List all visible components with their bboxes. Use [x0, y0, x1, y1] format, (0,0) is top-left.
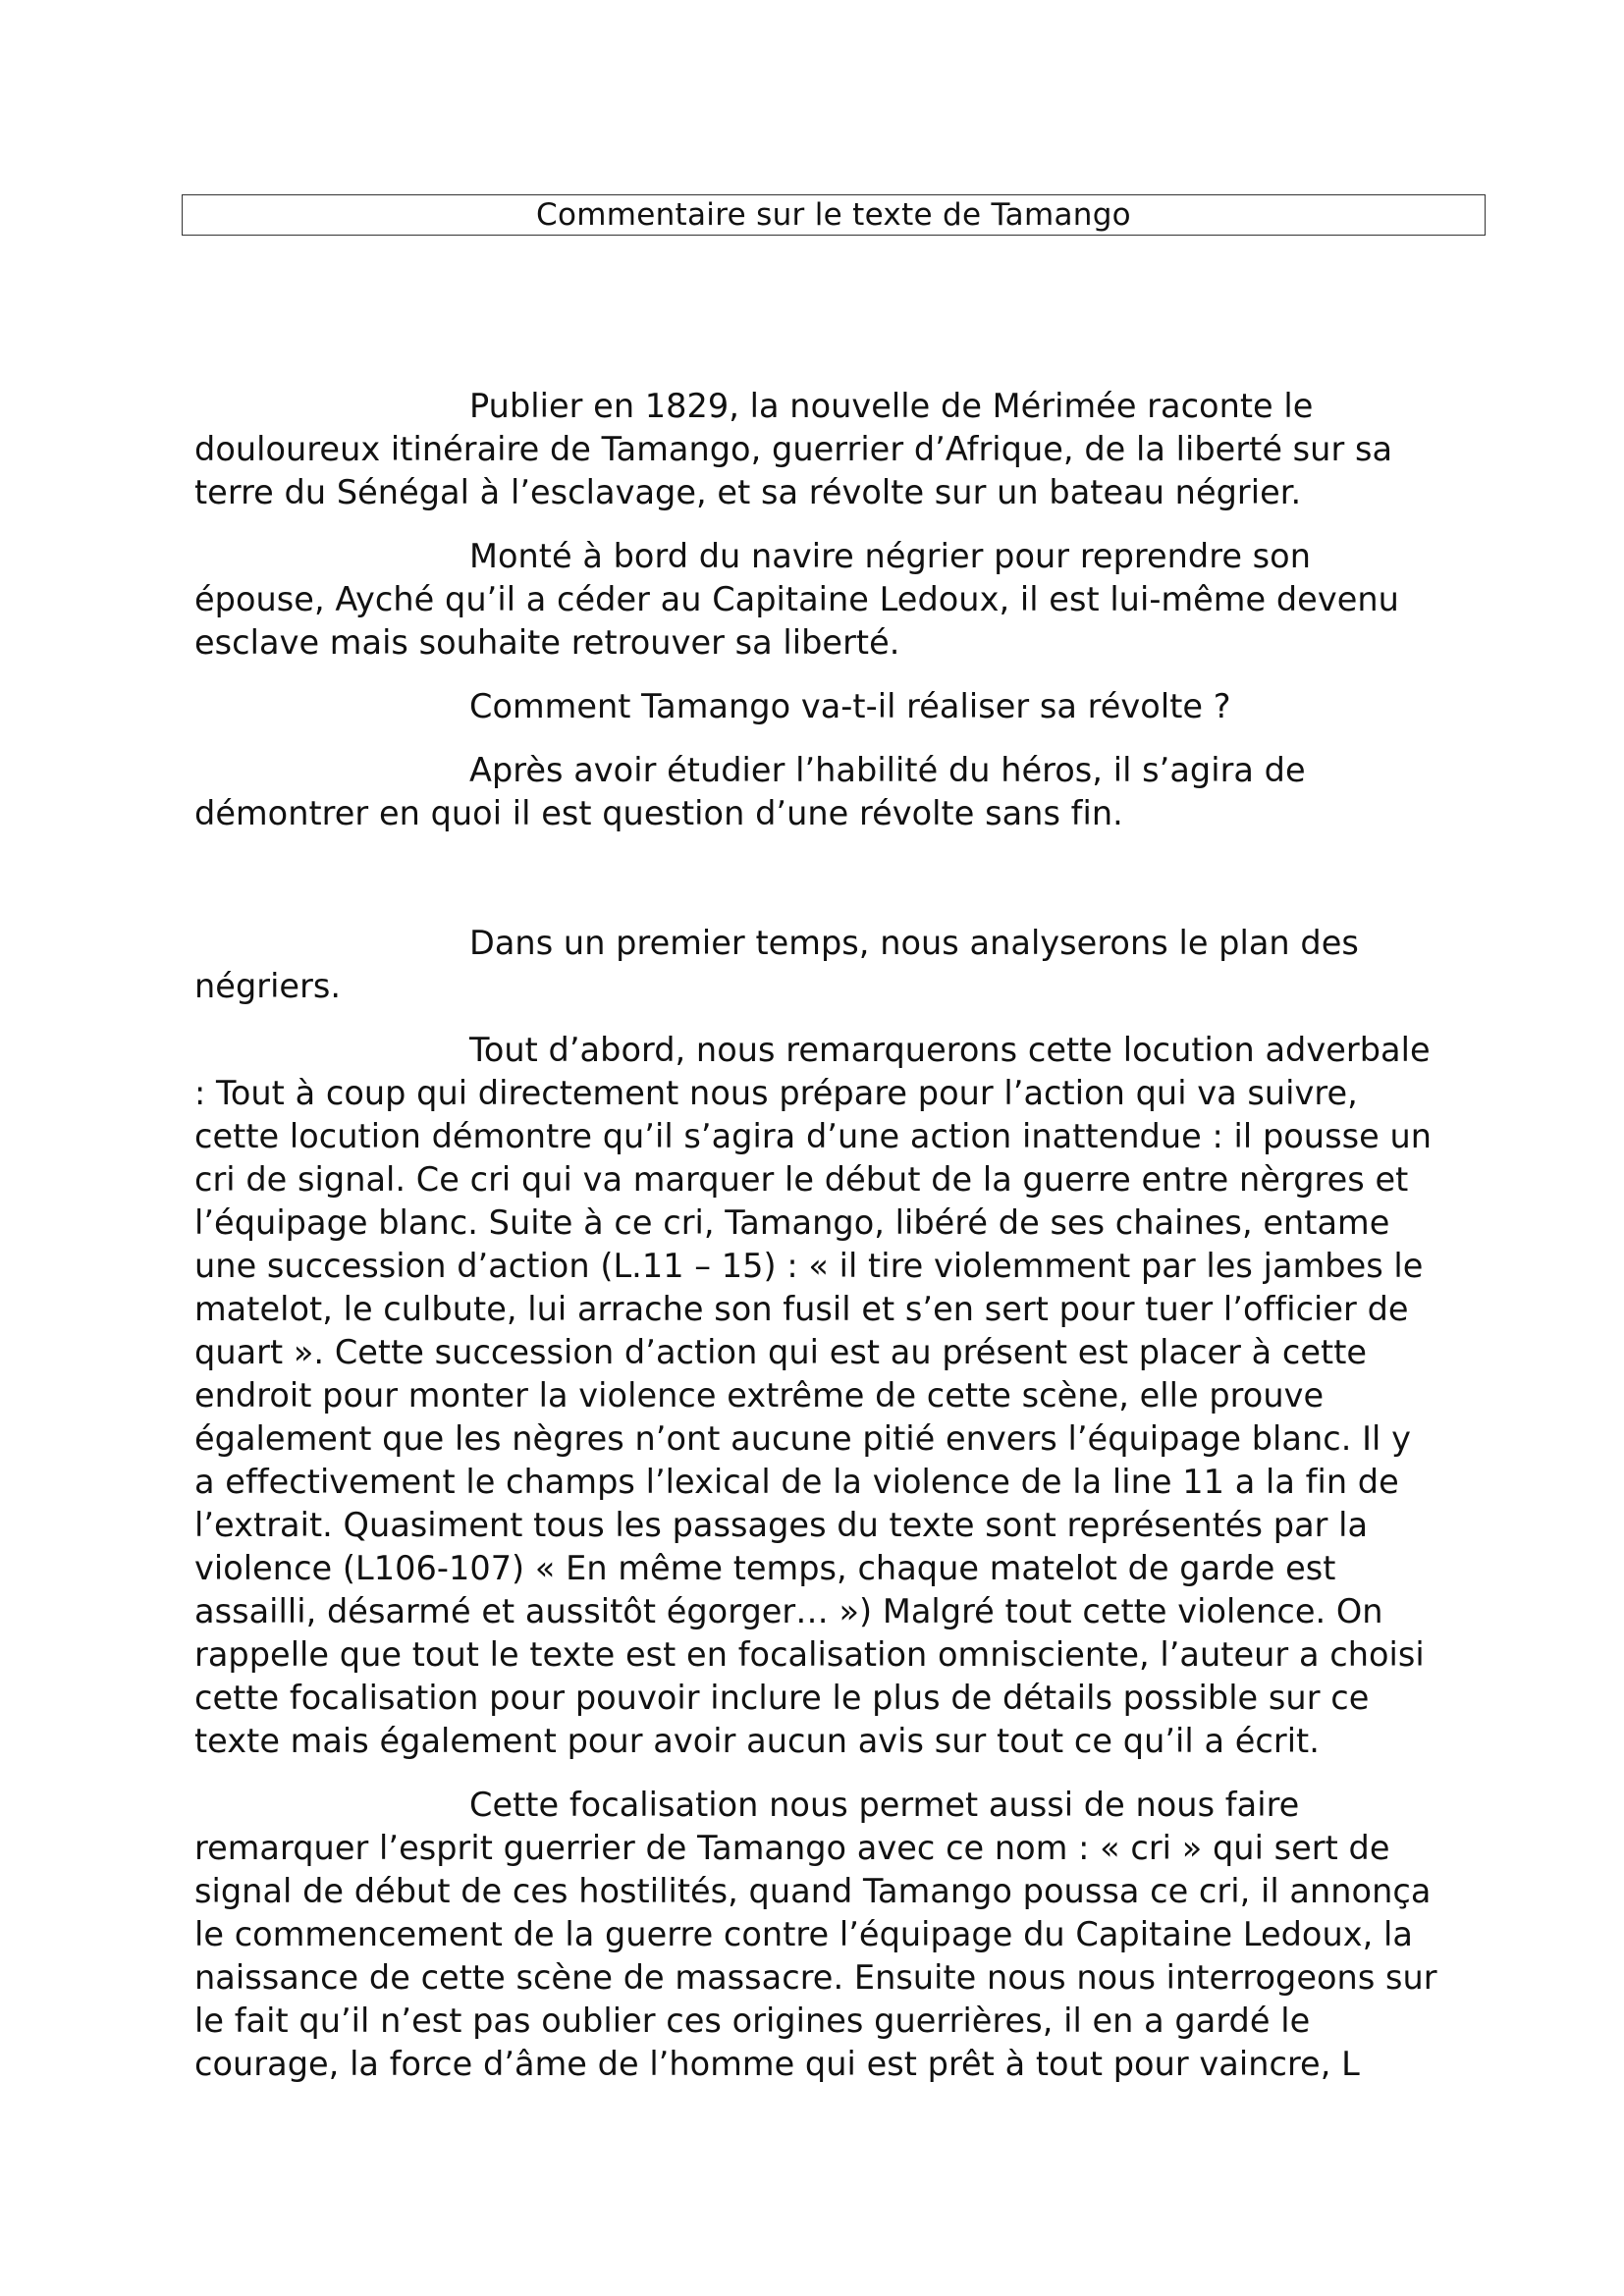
paragraph-part-one-intro: Dans un premier temps, nous analyserons le plan des négriers.	[194, 924, 1359, 1005]
paragraph-plan: Après avoir étudier l’habilité du héros, il s’agira de démontrer en quoi il est question d’une révolte sans fin.	[194, 751, 1306, 832]
paragraph-analysis-two: Cette focalisation nous permet aussi de nous faire remarquer l’esprit guerrier de Tamango avec ce nom : « cri » qui sert de signal de début de ces hostilités, quand Tamango poussa ce cri, il annonça le commencement de la guerre contre l’équipage du Capitaine Ledoux, la naissance de cette scène de massacre. Ensuite nous nous interrogeons sur le fait qu’il n’est pas oublier ces origines guerrières, il en a gardé le courage, la force d’âme de l’homme qui est prêt à tout pour vaincre, L	[194, 1786, 1437, 2083]
document-body	[194, 385, 1441, 2107]
paragraph-introduction: Publier en 1829, la nouvelle de Mérimée raconte le douloureux itinéraire de Tamango, guerrier d’Afrique, de la liberté sur sa terre du Sénégal à l’esclavage, et sa révolte sur un bateau négrier.	[194, 387, 1393, 511]
document-title: Commentaire sur le texte de Tamango	[182, 194, 1486, 236]
paragraph-analysis-one: Tout d’abord, nous remarquerons cette locution adverbale : Tout à coup qui directement nous prépare pour l’action qui va suivre, cette locution démontre qu’il s’agira d’une action inattendue : il pousse un cri de signal. Ce cri qui va marquer le début de la guerre entre nèrgres et l’équipage blanc. Suite à ce cri, Tamango, libéré de ses chaines, entame une succession d’action (L.11 – 15) : « il tire violemment par les jambes le matelot, le culbute, lui arrache son fusil et s’en sert pour tuer l’officier de quart ». Cette succession d’action qui est au présent est placer à cette endroit pour monter la violence extrême de cette scène, elle prouve également que les nègres n’ont aucune pitié envers l’équipage blanc. Il y a effectivement le champs l’lexical de la violence de la line 11 a la fin de l’extrait. Quasiment tous les passages du texte sont représentés par la violence (L106-107) « En même temps, chaque matelot de garde est assailli, désarmé et aussitôt égorger… ») Malgré tout cette violence. On rappelle que tout le texte est en focalisation omnisciente, l’auteur a choisi cette focalisation pour pouvoir inclure le plus de détails possible sur ce texte mais également pour avoir aucun avis sur tout ce qu’il a écrit.	[194, 1031, 1433, 1760]
paragraph-context: Monté à bord du navire négrier pour reprendre son épouse, Ayché qu’il a céder au Capitaine Ledoux, il est lui-même devenu esclave mais souhaite retrouver sa liberté.	[194, 537, 1399, 662]
paragraph-problematic: Comment Tamango va-t-il réaliser sa révolte ?	[469, 687, 1231, 725]
